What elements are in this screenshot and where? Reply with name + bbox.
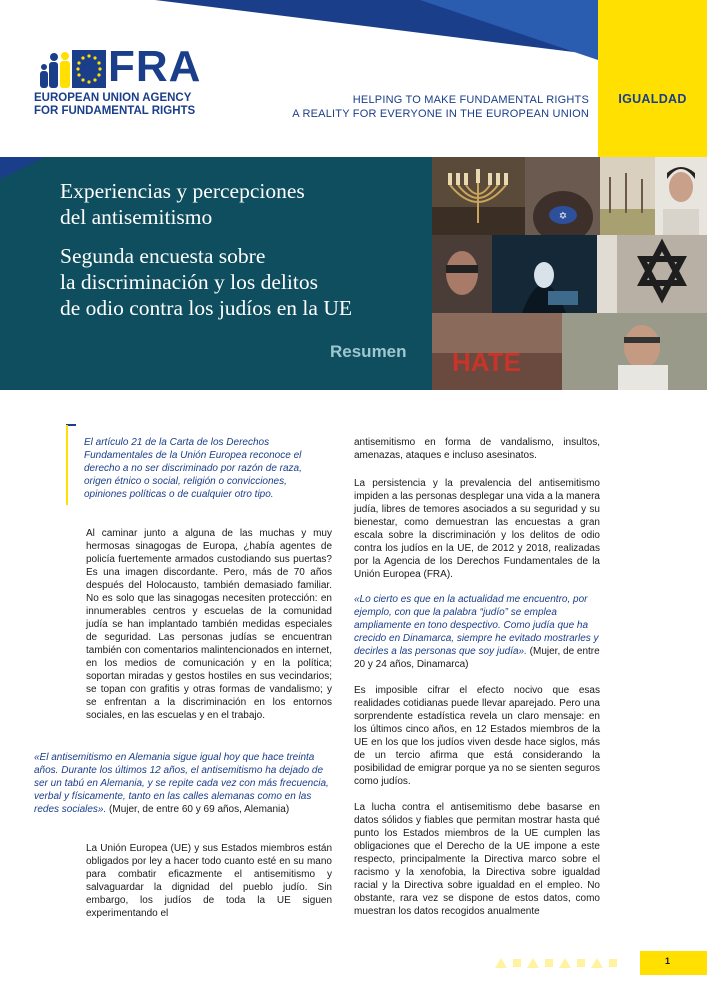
banner-corner-triangle (0, 157, 60, 187)
photo-hate-graffiti (432, 313, 562, 390)
paragraph-5: Es imposible cifrar el efecto nocivo que esas realidades cotidianas puede llevar aparejado. Pero una sorprendente estadística revela un claro mensaje: en los últimos cinco años, en 12 Estados miembros de la UE en los que los judíos viven desde hace siglos, más de un tercio afirma que está considerando la posibilidad de emigrar porque ya no se sienten seguros como judíos. (354, 685, 600, 787)
agency-name-line2: FOR FUNDAMENTAL RIGHTS (34, 105, 196, 117)
document-title: Experiencias y percepciones del antisemitismo (60, 179, 305, 229)
document-subtitle: Segunda encuesta sobre la discriminación y los delitos de odio contra los judíos en la UE (60, 244, 352, 320)
testimony-quote-2-text: «Lo cierto es que en la actualidad me encuentro, por ejemplo, con que la palabra “judío” se emplea ampliamente en tono despectivo. Como judía que ha crecido en Dinamarca, siempre he evitado mostrarles y decirles a las personas que soy judía». (354, 594, 599, 657)
summary-label: Resumen (330, 342, 407, 361)
testimony-quote-2 (354, 593, 604, 671)
agency-name-line1: EUROPEAN UNION AGENCY (34, 92, 192, 104)
paragraph-2: La Unión Europea (UE) y sus Estados miembros están obligados por ley a hacer todo cuanto esté en su mano para combatir eficazmente el antisemitismo y salvaguardar la dignidad del pueblo judío. Sin embargo, los judíos de toda la UE siguen experimentando el (86, 843, 332, 919)
paragraph-4: La persistencia y la prevalencia del antisemitismo impiden a las personas desplegar una vida a la manera judía, libres de temores asociados a su seguridad y su bienestar, como demuestran las encuestas a gran escala sobre la discriminación y los delitos de odio contra los judíos en la UE, de 2012 y 2018, realizadas por la Agencia de los Derechos Fundamentales de la Unión Europea (FRA). (354, 478, 600, 580)
quote-accent-bar (66, 425, 68, 505)
header-yellow-band (598, 0, 707, 157)
photo-trees (600, 157, 655, 235)
photo-menorah (432, 157, 525, 235)
tagline-line1: HELPING TO MAKE FUNDAMENTAL RIGHTS (352, 94, 589, 106)
photo-elderly-man (562, 313, 707, 390)
photo-man-glasses (432, 235, 492, 313)
paragraph-1: Al caminar junto a alguna de las muchas y muy hermosas sinagogas de Europa, ¿había agentes de policía fuertemente armados custodiando sus puertas? Es una imagen discordante. Pero, más de 70 años después del Holocausto, también demasiado familiar. No es solo que las sinagogas necesiten protección: en innumerables centros y escuelas de la comunidad judía se han implantado también medidas especiales de seguridad. Las personas judías se encuentran también con comentarios malintencionados en internet, en los medios de comunicación y en la política; soportan miradas y gestos hostiles en sus vecindarios; se topan con grafitis y otras formas de vandalismo; y se enfrentan a la discriminación en los entornos sociales, en las escuelas y en el trabajo. (86, 528, 332, 721)
svg-text:✡: ✡ (558, 211, 568, 222)
photo-woman-portrait (655, 157, 707, 235)
charter-quote: El artículo 21 de la Carta de los Derechos Fundamentales de la Unión Europea reconoce el derecho a no ser discriminado por razón de raza, origen étnico o social, religión o convicciones, opiniones políticas o de cualquier otro tipo. (84, 437, 302, 500)
category-label: IGUALDAD (618, 92, 687, 106)
photo-child-kippah (525, 157, 600, 235)
tagline (292, 93, 589, 121)
testimony-quote-1 (34, 751, 332, 816)
logo-figures-icon (32, 48, 108, 92)
footer-decoration (495, 956, 640, 970)
fra-logo (32, 42, 212, 120)
testimony-quote-2-attribution: (Mujer, de entre 20 y 24 años, Dinamarca) (354, 646, 600, 670)
paragraph-3: antisemitismo en forma de vandalismo, insultos, amenazas, ataques e incluso asesinatos. (354, 437, 600, 461)
testimony-quote-1-attribution: (Mujer, de entre 60 y 69 años, Alemania) (106, 804, 290, 815)
photo-hacker (492, 235, 597, 313)
page-number: 1 (665, 956, 671, 966)
logo-fra-text: FRA (108, 42, 202, 91)
testimony-quote-1-text: «El antisemitismo en Alemania sigue igual hoy que hace treinta años. Durante los últimos 12 años, el antisemitismo ha dejado de ser un tabú en Alemania, y se repite cada vez con más frecuencia, verbal y físicamente, tanto en las calles alemanas como en las redes sociales». (34, 752, 329, 815)
photo-star-of-david (617, 235, 707, 313)
tagline-line2: A REALITY FOR EVERYONE IN THE EUROPEAN UNION (292, 108, 589, 120)
photo-collage (432, 157, 707, 390)
paragraph-6: La lucha contra el antisemitismo debe basarse en datos sólidos y fiables que permitan mostrar hasta qué punto los Estados miembros de la UE cumplen las obligaciones que el Derecho de la UE impone a este respecto, principalmente la Directiva marco sobre el racismo y la xenofobia, la Directiva sobre igualdad racial y la Directiva sobre igualdad en el empleo. No obstante, rara vez se dispone de estos datos, como muestran los datos recogidos anualmente (354, 802, 600, 917)
page-number-box (640, 951, 707, 975)
photo-text-texture (597, 235, 617, 313)
hate-graffiti-text: HATE (452, 347, 521, 377)
